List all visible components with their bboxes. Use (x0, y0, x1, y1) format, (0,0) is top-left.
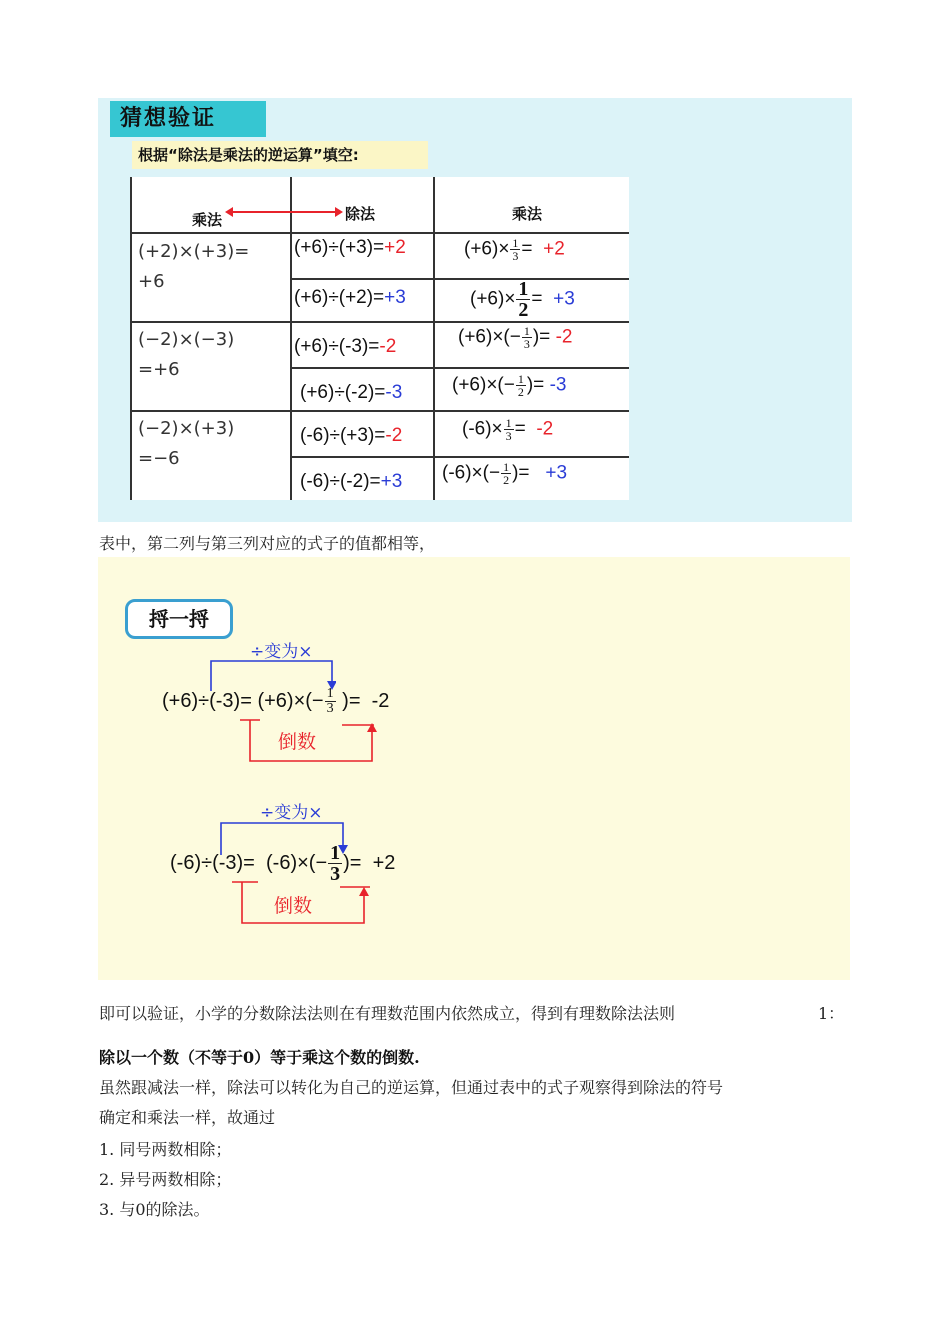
header-division: 除法 (345, 205, 376, 223)
header-multiplication: 乘法 (192, 211, 223, 229)
row-line (290, 278, 629, 280)
paragraph-line: 虽然跟减法一样，除法可以转化为自己的逆运算，但通过表中的式子观察得到除法的符号 (99, 1078, 724, 1097)
table-row: (+6)× $\frac{1}{3}$ = +2 (464, 236, 565, 263)
double-arrow (225, 205, 345, 219)
table-row: (+6)×(− $\frac{1}{2}$ )= -3 (452, 372, 567, 399)
list-item: 1. 同号两数相除； (99, 1140, 232, 1159)
table-border-left (130, 177, 132, 500)
table-divider-2 (433, 177, 435, 500)
group-line (130, 410, 629, 412)
division-rule: 除以一个数（不等于0）等于乘这个数的倒数. (99, 1048, 420, 1067)
example-equation-2: (-6)÷(-3)= (-6)×(− $\frac{1}{3}$ )= +2 (170, 842, 396, 885)
group-mult-3: (−2)×(+3) =−6 (138, 418, 235, 469)
table-row: (+6)÷(-2)=-3 (300, 382, 403, 403)
row-line (290, 367, 629, 369)
paragraph-line: 确定和乘法一样，故通过 (99, 1108, 276, 1127)
guess-verify-panel (98, 98, 852, 522)
table-row: (-6)× $\frac{1}{3}$ = -2 (462, 416, 554, 443)
division-table (130, 177, 629, 500)
table-row: (+6)÷(+3)=+2 (294, 237, 406, 258)
header-line (130, 232, 629, 234)
review-panel (98, 557, 850, 980)
observation-text: 表中，第二列与第三列对应的式子的值都相等， (99, 534, 436, 553)
table-row: (-6)÷(+3)=-2 (300, 425, 403, 446)
group-mult-2: (−2)×(−3) =+6 (138, 329, 235, 380)
table-row: (+6)÷(-3)=-2 (294, 336, 397, 357)
table-divider-1 (290, 177, 292, 500)
change-label: ÷变为× (250, 642, 313, 662)
table-row: (-6)×(− $\frac{1}{2}$ )= +3 (442, 460, 568, 487)
group-line (130, 321, 629, 323)
panel-title: 捋一捋 (125, 599, 233, 639)
reciprocal-label: 倒数 (278, 731, 317, 753)
header-multiplication-2: 乘法 (512, 205, 543, 223)
rule-number: 1： (818, 1004, 845, 1023)
panel-title: 猜想验证 (110, 101, 266, 137)
instruction-banner: 根据“除法是乘法的逆运算”填空: (132, 141, 428, 169)
reciprocal-label: 倒数 (274, 895, 313, 917)
change-arrow (206, 657, 336, 691)
list-item: 2. 异号两数相除； (99, 1170, 232, 1189)
table-row: (-6)÷(-2)=+3 (300, 471, 403, 492)
table-row: (+6)×(− $\frac{1}{3}$ )= -2 (458, 324, 573, 351)
group-mult-1: (+2)×(+3)= +6 (138, 241, 250, 292)
table-row: (+6)× $\frac{1}{2}$ = +3 (470, 278, 575, 321)
change-label: ÷变为× (260, 803, 323, 823)
row-line (290, 456, 629, 458)
table-row: (+6)÷(+2)=+3 (294, 287, 406, 308)
example-equation-1: (+6)÷(-3)= (+6)×(− $\frac{1}{3}$ )= -2 (162, 686, 390, 716)
verify-text: 即可以验证，小学的分数除法法则在有理数范围内依然成立，得到有理数除法法则 (99, 1004, 676, 1023)
list-item: 3. 与0的除法。 (99, 1200, 210, 1219)
